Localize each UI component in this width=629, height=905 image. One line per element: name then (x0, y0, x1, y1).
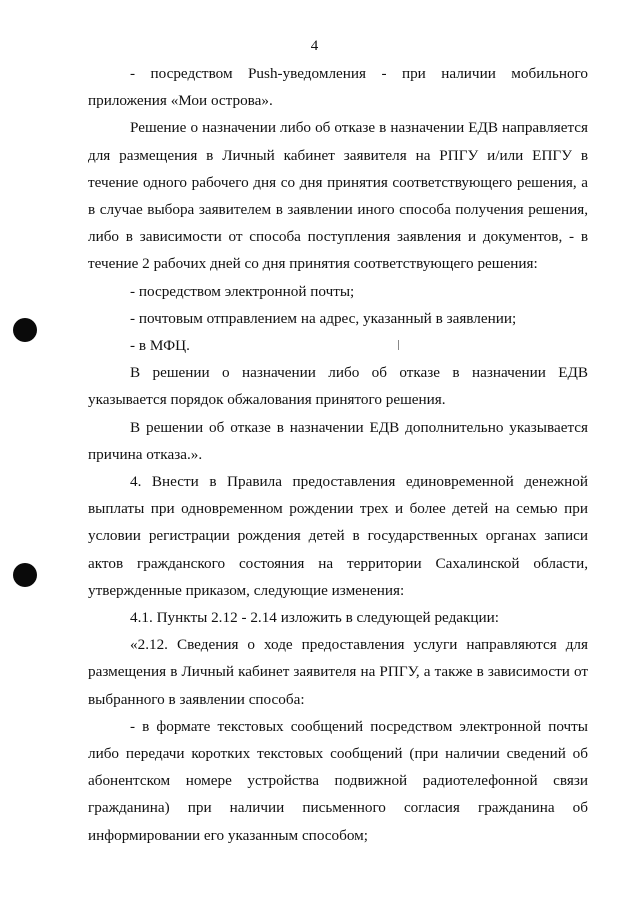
paragraph-clause-4-1: 4.1. Пункты 2.12 - 2.14 изложить в следующей редакции: (130, 609, 500, 627)
paragraph-decision-sending: Решение о назначении либо об отказе в назначении ЕДВ направляется для размещения в Личный кабинет заявителя на РПГУ и/или ЕПГУ в течение одного рабочего дня со дня принятия соответствующего решения, а в случае выбора заявителем в заявлении иного способа получения решения, либо в зависимости от способа поступления заявления и документов, - в течение 2 рабочих дней со дня принятия соответствующего решения: (88, 119, 588, 273)
punch-hole-mark (13, 318, 37, 342)
paragraph-clause-2-12: «2.12. Сведения о ходе предоставления услуги направляются для размещения в Личный кабинет заявителя на РПГУ, а также в зависимости от выбранного в заявлении способа: (88, 636, 588, 708)
list-item-email: - посредством электронной почты; (130, 282, 355, 300)
list-item-mfc: - в МФЦ. (130, 337, 190, 355)
paragraph-amend-rules: 4. Внести в Правила предоставления единовременной денежной выплаты при одновременном рождении трех и более детей на семью при условии регистрации рождения детей в государственных органах записи актов гражданского состояния на территории Сахалинской области, утвержденные приказом, следующие изменения: (88, 473, 588, 599)
page-number: 4 (310, 38, 319, 54)
paragraph-refusal-reason: В решении об отказе в назначении ЕДВ дополнительно указывается причина отказа.». (88, 418, 588, 463)
paragraph-sms-notification: - в формате текстовых сообщений посредством электронной почты либо передачи коротких текстовых сообщений (при наличии сведений об абонентском номере устройства подвижной радиотелефонной связи гражданина) при наличии письменного согласия гражданина об информировании его указанным способом; (88, 717, 588, 844)
paragraph-push-line-1: - посредством Push-уведомления - при наличии мобильного (130, 65, 588, 82)
paragraph-push-line-2: приложения «Мои острова». (88, 92, 273, 110)
paragraph-appeal-procedure: В решении о назначении либо об отказе в назначении ЕДВ указывается порядок обжалования принятого решения. (88, 364, 588, 409)
list-item-post: - почтовым отправлением на адрес, указанный в заявлении; (130, 309, 517, 327)
document-body (88, 60, 588, 849)
punch-hole-mark (13, 563, 37, 587)
